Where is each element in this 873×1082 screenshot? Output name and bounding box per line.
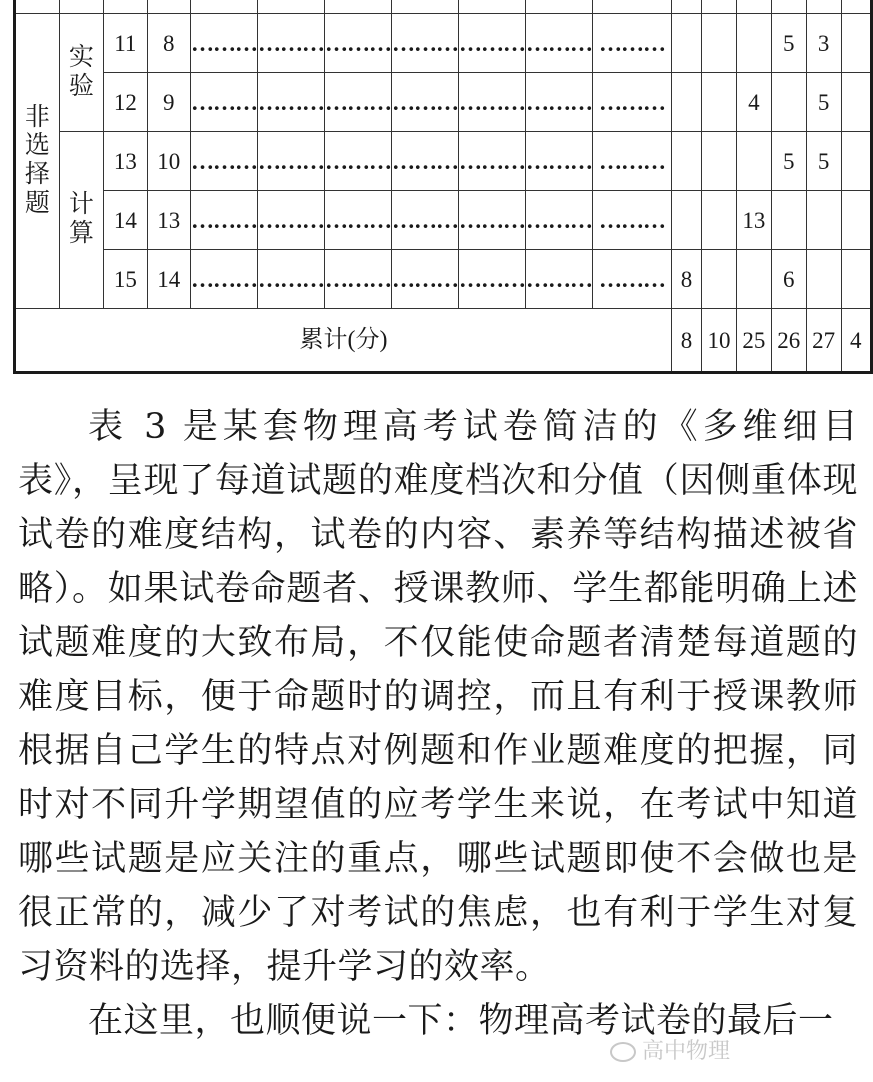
table-row-total — [15, 309, 872, 373]
table-cell — [526, 0, 593, 14]
difficulty-value: 8 — [147, 14, 190, 73]
ellipsis-cell: ……… — [191, 250, 258, 309]
score-cell — [672, 132, 702, 191]
ellipsis-cell: ……… — [392, 191, 459, 250]
table-cell — [672, 0, 702, 14]
group-label-cell — [59, 132, 103, 309]
total-value: 27 — [806, 309, 841, 373]
paragraph: 在这里，也顺便说一下：物理高考试卷的最后一 — [88, 1001, 834, 1041]
question-number: 14 — [104, 191, 147, 250]
difficulty-table — [13, 0, 873, 374]
score-cell: 6 — [771, 250, 806, 309]
table-cell — [147, 0, 190, 14]
table-row — [15, 14, 872, 73]
score-cell — [841, 132, 871, 191]
ellipsis-cell: ……… — [191, 73, 258, 132]
group-label: 计算 — [68, 191, 94, 247]
score-cell — [841, 14, 871, 73]
score-cell — [841, 191, 871, 250]
table-cell — [104, 0, 147, 14]
ellipsis-cell: ……… — [593, 191, 672, 250]
question-number: 15 — [104, 250, 147, 309]
group-label: 实验 — [68, 43, 94, 100]
ellipsis-cell: ……… — [459, 191, 526, 250]
ellipsis-cell: ……… — [325, 73, 392, 132]
section-label: 非选择题 — [24, 103, 50, 217]
ellipsis-cell: ……… — [526, 14, 593, 73]
score-cell — [841, 73, 871, 132]
ellipsis-cell: ……… — [526, 132, 593, 191]
table-cell — [593, 0, 672, 14]
table-row — [15, 250, 872, 309]
ellipsis-cell: ……… — [258, 250, 325, 309]
table-row — [15, 191, 872, 250]
total-value: 4 — [841, 309, 871, 373]
ellipsis-cell: ……… — [325, 14, 392, 73]
difficulty-value: 10 — [147, 132, 190, 191]
score-cell — [736, 250, 771, 309]
ellipsis-cell: ……… — [258, 14, 325, 73]
ellipsis-cell: ……… — [526, 191, 593, 250]
section-label-cell — [15, 14, 60, 309]
total-label-cell — [15, 309, 672, 373]
ellipsis-cell: ……… — [258, 132, 325, 191]
table-cell — [459, 0, 526, 14]
ellipsis-cell: ……… — [526, 250, 593, 309]
ellipsis-cell: ……… — [459, 250, 526, 309]
score-cell — [736, 132, 771, 191]
score-cell — [702, 250, 737, 309]
ellipsis-cell: ……… — [191, 132, 258, 191]
table-cell — [806, 0, 841, 14]
ellipsis-cell: ……… — [392, 73, 459, 132]
score-cell: 5 — [771, 14, 806, 73]
ellipsis-cell: ……… — [258, 73, 325, 132]
table-row — [15, 132, 872, 191]
ellipsis-cell: ……… — [459, 132, 526, 191]
ellipsis-cell: ……… — [258, 191, 325, 250]
score-cell: 5 — [806, 73, 841, 132]
question-number: 12 — [104, 73, 147, 132]
table-cell — [258, 0, 325, 14]
table-cell — [191, 0, 258, 14]
difficulty-value: 13 — [147, 191, 190, 250]
total-value: 25 — [736, 309, 771, 373]
table-cell — [59, 0, 103, 14]
score-cell — [841, 250, 871, 309]
score-cell — [771, 191, 806, 250]
score-cell — [702, 73, 737, 132]
ellipsis-cell: ……… — [593, 73, 672, 132]
score-cell — [736, 14, 771, 73]
ellipsis-cell: ……… — [392, 250, 459, 309]
score-cell — [672, 73, 702, 132]
watermark-text: 高中物理 — [642, 1039, 731, 1064]
score-cell: 4 — [736, 73, 771, 132]
score-cell: 5 — [806, 132, 841, 191]
difficulty-value: 9 — [147, 73, 190, 132]
score-cell: 3 — [806, 14, 841, 73]
table-cell — [702, 0, 737, 14]
ellipsis-cell: ……… — [392, 14, 459, 73]
score-cell — [702, 132, 737, 191]
total-label: 累计(分) — [299, 327, 388, 353]
ellipsis-cell: ……… — [191, 191, 258, 250]
ellipsis-cell: ……… — [593, 250, 672, 309]
ellipsis-cell: ……… — [459, 73, 526, 132]
ellipsis-cell: ……… — [325, 250, 392, 309]
total-value: 8 — [672, 309, 702, 373]
table-cell — [841, 0, 871, 14]
score-cell — [806, 250, 841, 309]
ellipsis-cell: ……… — [191, 14, 258, 73]
paragraph: 表 3 是某套物理高考试卷简洁的《多维细目表》，呈现了每道试题的难度档次和分值（因侧重体现试卷的难度结构，试卷的内容、素养等结构描述被省略）。如果试卷命题者、授课教师、学生都能明确上述试题难度的大致布局，不仅能使命题者清楚每道题的难度目标，便于命题时的调控，而且有利于授课教师根据自己学生的特点对例题和作业题难度的把握，同时对不同升学期望值的应考学生来说，在考试中知道哪些试题是应关注的重点，哪些试题即使不会做也是很正常的，减少了对考试的焦虑，也有利于学生对复习资料的选择，提升学习的效率。 — [18, 407, 858, 987]
table-cell — [771, 0, 806, 14]
group-label-cell — [59, 14, 103, 132]
ellipsis-cell: ……… — [392, 132, 459, 191]
total-value: 10 — [702, 309, 737, 373]
ellipsis-cell: ……… — [593, 14, 672, 73]
wechat-icon — [610, 1042, 636, 1062]
score-cell — [672, 191, 702, 250]
table-row-top — [15, 0, 872, 14]
score-cell: 5 — [771, 132, 806, 191]
total-value: 26 — [771, 309, 806, 373]
table-row — [15, 73, 872, 132]
score-cell — [806, 191, 841, 250]
score-cell — [771, 73, 806, 132]
ellipsis-cell: ……… — [459, 14, 526, 73]
table-cell — [15, 0, 60, 14]
score-cell — [672, 14, 702, 73]
watermark — [610, 1034, 730, 1065]
ellipsis-cell: ……… — [593, 132, 672, 191]
difficulty-value: 14 — [147, 250, 190, 309]
score-cell — [702, 14, 737, 73]
body-text — [18, 400, 858, 1048]
ellipsis-cell: ……… — [325, 191, 392, 250]
score-cell — [702, 191, 737, 250]
score-cell: 8 — [672, 250, 702, 309]
table-cell — [392, 0, 459, 14]
score-cell: 13 — [736, 191, 771, 250]
question-number: 13 — [104, 132, 147, 191]
question-number: 11 — [104, 14, 147, 73]
ellipsis-cell: ……… — [325, 132, 392, 191]
table-cell — [325, 0, 392, 14]
table-cell — [736, 0, 771, 14]
ellipsis-cell: ……… — [526, 73, 593, 132]
